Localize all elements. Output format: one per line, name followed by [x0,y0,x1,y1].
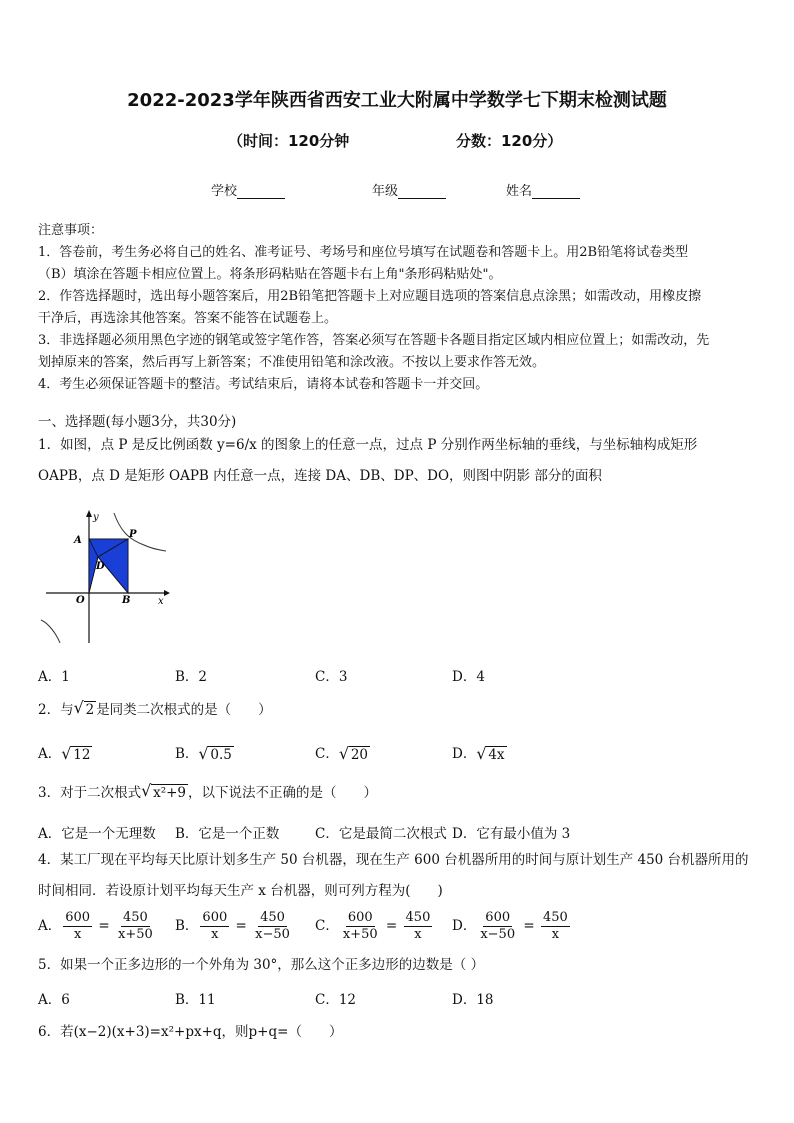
q4-option-b[interactable]: B． $\frac{600}{x}$ = $\frac{450}{x-50}$ [175,910,290,942]
q2-option-c[interactable]: C． √ 20 [315,743,369,763]
school-label: 学校 [211,184,238,199]
notice-line: 干净后，再选涂其他答案。答案不能答在试题卷上。 [38,311,338,326]
notice-line: （B）填涂在答题卡相应位置上。将条形码粘贴在答题卡右上角"条形码粘贴处"。 [38,267,502,282]
question-4-line-2: 时间相同．若设原计划平均每天生产 x 台机器，则可列方程为( ) [38,883,443,899]
notice-block [38,220,758,396]
question-1-line-2: OAPB，点 D 是矩形 OAPB 内任意一点，连接 DA、DB、DP、DO，则图中阴影 部分的面积 [38,468,602,484]
notice-line: 划掉原来的答案，然后再写上新答案；不准使用铅笔和涂改液。不按以上要求作答无效。 [38,355,546,370]
question-5-text: 5．如果一个正多边形的一个外角为 30°，那么这个正多边形的边数是（ ） [38,957,485,973]
q2-option-b[interactable]: B． √ 0.5 [175,743,232,763]
q2-option-a[interactable]: A． √ 12 [38,743,91,763]
q4-option-c[interactable]: C． $\frac{600}{x+50}$ = $\frac{450}{x}$ [315,910,431,942]
fig-label-y: y [93,512,99,523]
q1-option-b[interactable]: B．2 [175,669,208,685]
question-1-line-1: 1．如图，点 P 是反比例函数 y=6/x 的图象上的任意一点，过点 P 分别作两坐标轴的垂线，与坐标轴构成矩形 [38,437,698,453]
question-6-text: 6．若(x−2)(x+3)=x²+px+q，则p+q=（ ） [38,1024,343,1040]
q3-pre: 3．对于二次根式 [38,785,142,801]
question-5 [38,950,758,981]
fig-label-B: B [122,595,131,606]
name-field [506,180,580,199]
fig-label-D: D [96,561,105,572]
name-blank[interactable] [532,184,580,199]
notice-line: 2．作答选择题时，选出每小题答案后，用2B铅笔把答题卡上对应题目选项的答案信息点涂黑；如需改动，用橡皮擦 [38,289,702,304]
notice-line: 4．考生必须保证答题卡的整洁。考试结束后，请将本试卷和答题卡一并交回。 [38,377,489,392]
fig-label-A: A [74,535,82,546]
q5-option-d[interactable]: D．18 [452,992,494,1008]
school-blank[interactable] [237,184,285,199]
q3-option-d[interactable]: D．它有最小值为 3 [452,826,571,842]
sqrt-symbol: √ 2 [73,698,95,718]
school-field [211,180,285,199]
question-1 [38,430,758,492]
section-heading: 一、选择题(每小题3分，共30分) [38,414,237,430]
question-1-figure [36,505,176,645]
q3-post: ，以下说法不正确的是（ ） [188,785,378,801]
q5-option-a[interactable]: A．6 [38,992,70,1008]
q5-option-b[interactable]: B．11 [175,992,216,1008]
q2-pre: 2．与 [38,702,74,718]
question-4-line-1: 4．某工厂现在平均每天比原计划多生产 50 台机器，现在生产 600 台机器所用的时间与原计划生产 450 台机器所用的 [38,852,749,868]
q3-option-c[interactable]: C．它是最简二次根式 [315,826,447,842]
grade-field [372,180,446,199]
exam-title: 2022-2023学年陕西省西安工业大附属中学数学七下期末检测试题 [127,90,667,111]
notice-heading: 注意事项： [38,223,104,238]
notice-line: 3．非选择题必须用黑色字迹的钢笔或签字笔作答，答案必须写在答题卡各题目指定区域内相应位置上；如需改动，先 [38,333,710,348]
q4-option-a[interactable]: A． $\frac{600}{x}$ = $\frac{450}{x+50}$ [38,910,153,942]
q3-option-a[interactable]: A．它是一个无理数 [38,826,156,842]
q1-option-d[interactable]: D．4 [452,669,485,685]
q2-option-d[interactable]: D． √ 4x [452,743,505,763]
fig-label-P: P [129,529,137,540]
exam-score: 分数：120分） [456,132,563,150]
question-4 [38,845,758,907]
exam-time: （时间：120分钟 [228,132,350,150]
question-6 [38,1017,758,1048]
sqrt-symbol: √ x²+9 [141,781,187,801]
grade-blank[interactable] [398,184,446,199]
q2-post: 是同类二次根式的是（ ） [96,702,272,718]
name-label: 姓名 [506,184,533,199]
fig-label-O: O [76,595,85,606]
grade-label: 年级 [372,184,399,199]
q5-option-c[interactable]: C．12 [315,992,357,1008]
q3-option-b[interactable]: B．它是一个正数 [175,826,280,842]
q1-option-a[interactable]: A．1 [38,669,70,685]
q4-option-d[interactable]: D． $\frac{600}{x-50}$ = $\frac{450}{x}$ [452,910,568,942]
q1-option-c[interactable]: C．3 [315,669,348,685]
fig-label-x: x [158,596,164,607]
notice-line: 1．答卷前，考生务必将自己的姓名、准考证号、考场号和座位号填写在试题卷和答题卡上。用2B铅笔将试卷类型 [38,245,689,260]
question-3 [38,778,758,809]
question-2 [38,695,758,726]
